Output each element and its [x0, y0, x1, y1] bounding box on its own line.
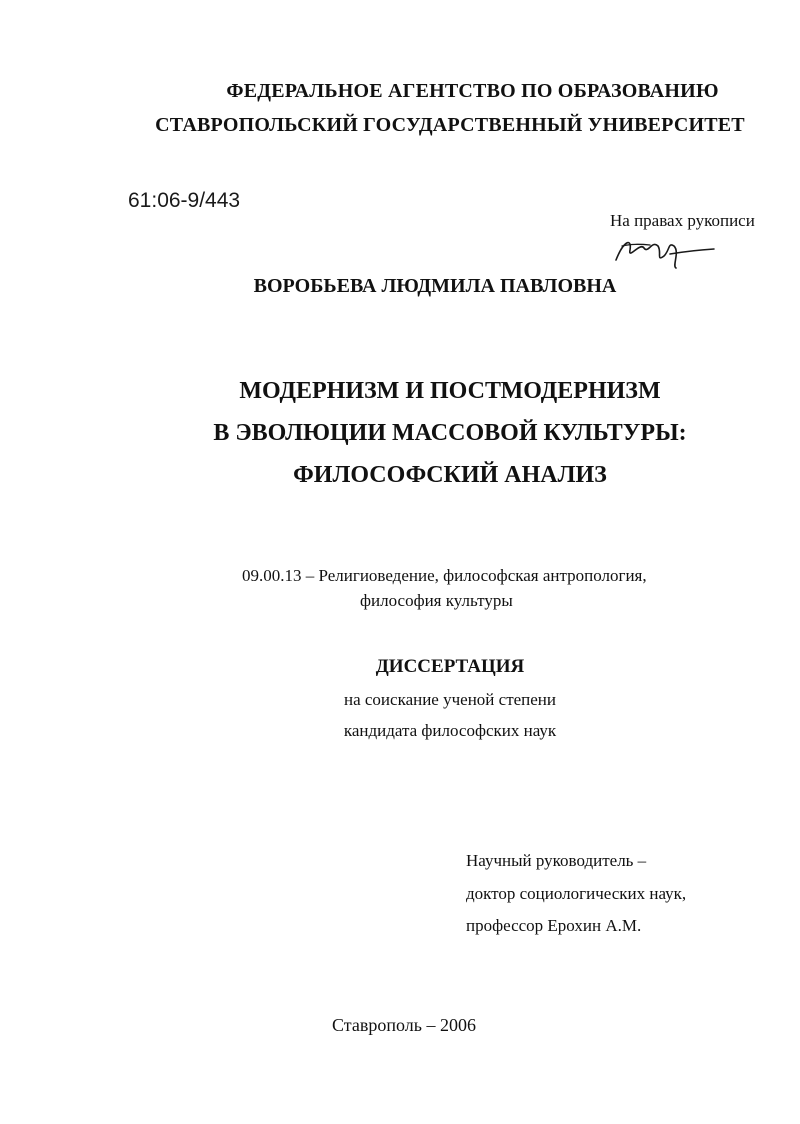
title-line-3: ФИЛОСОФСКИЙ АНАЛИЗ — [293, 462, 607, 488]
title-line-1: МОДЕРНИЗМ И ПОСТМОДЕРНИЗМ — [239, 378, 661, 404]
degree-line-1: на соискание ученой степени — [343, 690, 557, 709]
agency-heading: ФЕДЕРАЛЬНОЕ АГЕНТСТВО ПО ОБРАЗОВАНИЮ — [226, 80, 719, 102]
supervisor-line-2: доктор социологических наук, — [466, 884, 687, 903]
shelfmark-stamp: 61:06-9/443 — [128, 189, 241, 212]
author-name: ВОРОБЬЕВА ЛЮДМИЛА ПАВЛОВНА — [253, 275, 617, 297]
degree-line-2: кандидата философских наук — [343, 721, 557, 740]
document-type: ДИССЕРТАЦИЯ — [375, 656, 525, 677]
specialty-line-2: философия культуры — [360, 591, 513, 610]
supervisor-line-1: Научный руководитель – — [466, 851, 647, 870]
signature-icon — [610, 232, 720, 272]
rights-note: На правах рукописи — [610, 211, 755, 230]
specialty-line-1: 09.00.13 – Религиоведение, философская антропология, — [242, 566, 647, 585]
supervisor-line-3: профессор Ерохин А.М. — [466, 916, 642, 935]
university-heading: СТАВРОПОЛЬСКИЙ ГОСУДАРСТВЕННЫЙ УНИВЕРСИТЕТ — [155, 114, 745, 136]
place-year: Ставрополь – 2006 — [332, 1015, 476, 1035]
title-line-2: В ЭВОЛЮЦИИ МАССОВОЙ КУЛЬТУРЫ: — [213, 420, 687, 446]
